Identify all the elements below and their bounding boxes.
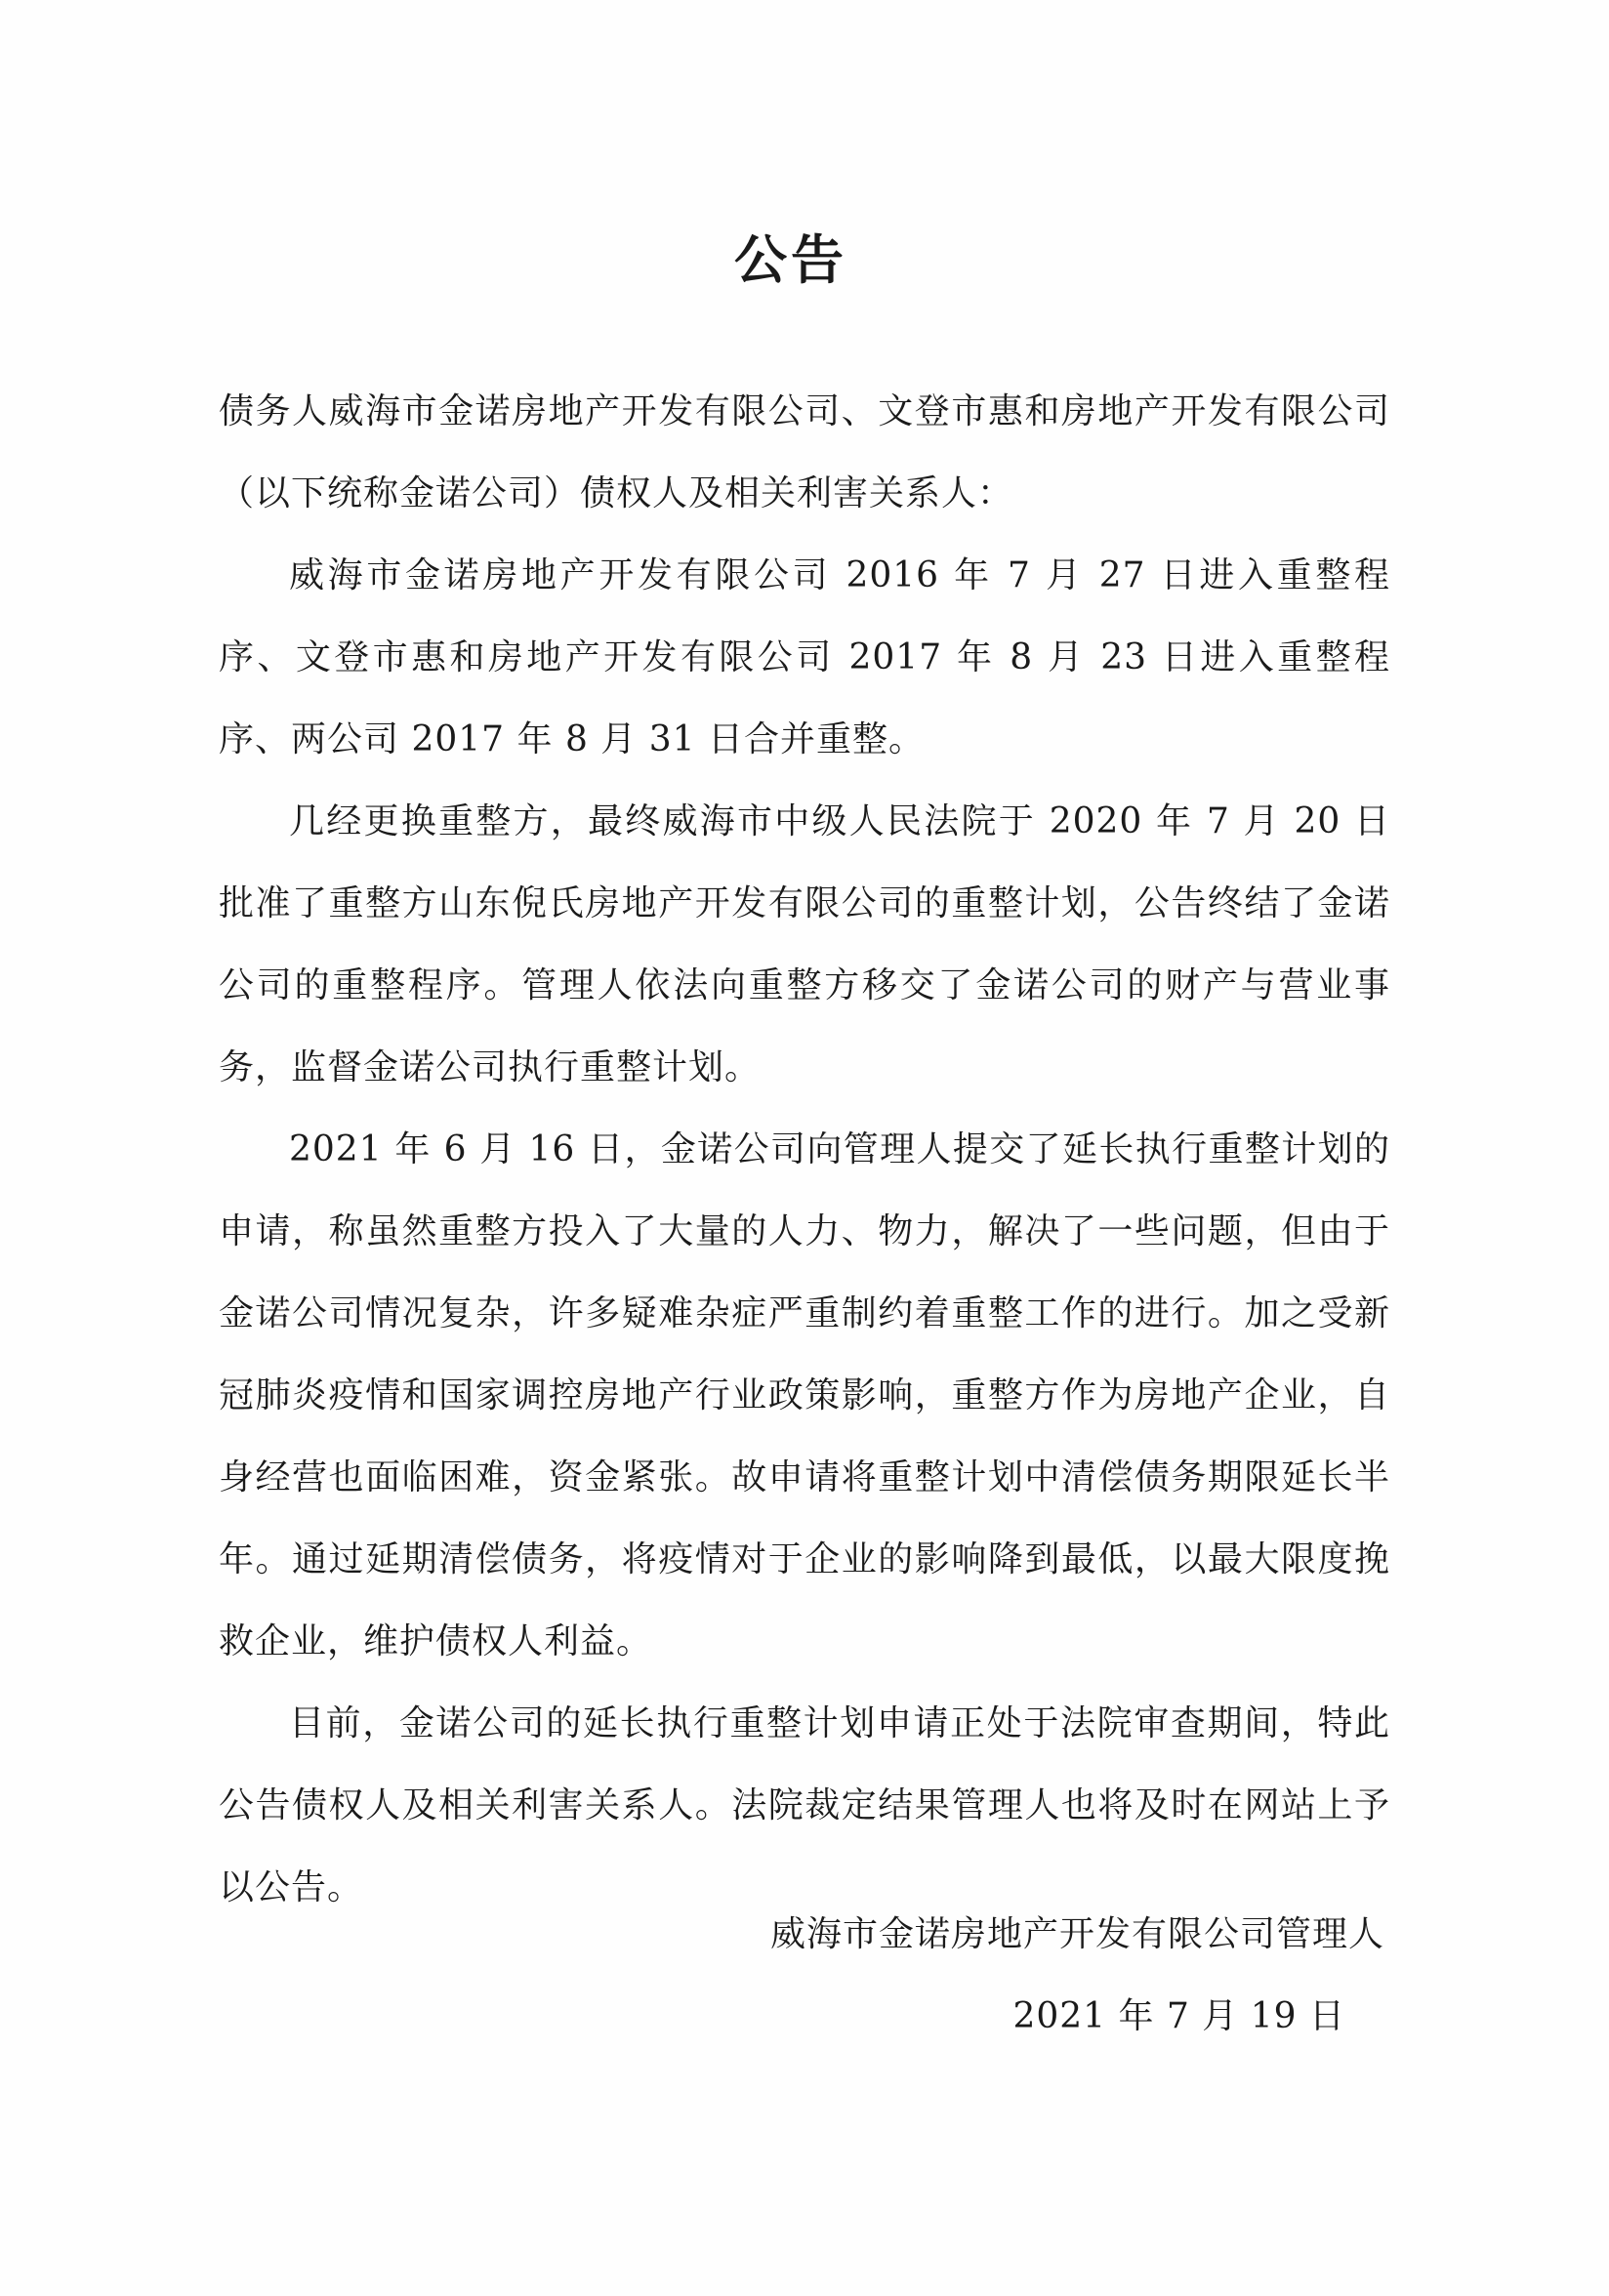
signature-block bbox=[770, 1894, 1384, 2058]
paragraph-3: 2021 年 6 月 16 日，金诺公司向管理人提交了延长执行重整计划的申请，称虽然重整方投入了大量的人力、物力，解决了一些问题，但由于金诺公司情况复杂，许多疑难杂症严重制约着重整工作的进行。加之受新冠肺炎疫情和国家调控房地产行业政策影响，重整方作为房地产企业，自身经营也面临困难，资金紧张。故申请将重整计划中清偿债务期限延长半年。通过延期清偿债务，将疫情对于企业的影响降到最低，以最大限度挽救企业，维护债权人利益。 bbox=[219, 1129, 1390, 1661]
issuer-name: 威海市金诺房地产开发有限公司管理人 bbox=[769, 1914, 1384, 1954]
paragraph-4: 目前，金诺公司的延长执行重整计划申请正处于法院审查期间，特此公告债权人及相关利害关系人。法院裁定结果管理人也将及时在网站上予以公告。 bbox=[219, 1703, 1390, 1907]
document-body bbox=[219, 371, 1390, 1929]
salutation: 债务人威海市金诺房地产开发有限公司、文登市惠和房地产开发有限公司（以下统称金诺公司）债权人及相关利害关系人： bbox=[219, 391, 1390, 513]
paragraph-2: 几经更换重整方，最终威海市中级人民法院于 2020 年 7 月 20 日批准了重整方山东倪氏房地产开发有限公司的重整计划，公告终结了金诺公司的重整程序。管理人依法向重整方移交了金诺公司的财产与营业事务，监督金诺公司执行重整计划。 bbox=[219, 801, 1390, 1087]
document-title: 公告 bbox=[734, 228, 847, 291]
issue-date: 2021 年 7 月 19 日 bbox=[1012, 1996, 1345, 2036]
paragraph-1: 威海市金诺房地产开发有限公司 2016 年 7 月 27 日进入重整程序、文登市惠和房地产开发有限公司 2017 年 8 月 23 日进入重整程序、两公司 2017 年 8 月 31 日合并重整。 bbox=[219, 555, 1390, 759]
